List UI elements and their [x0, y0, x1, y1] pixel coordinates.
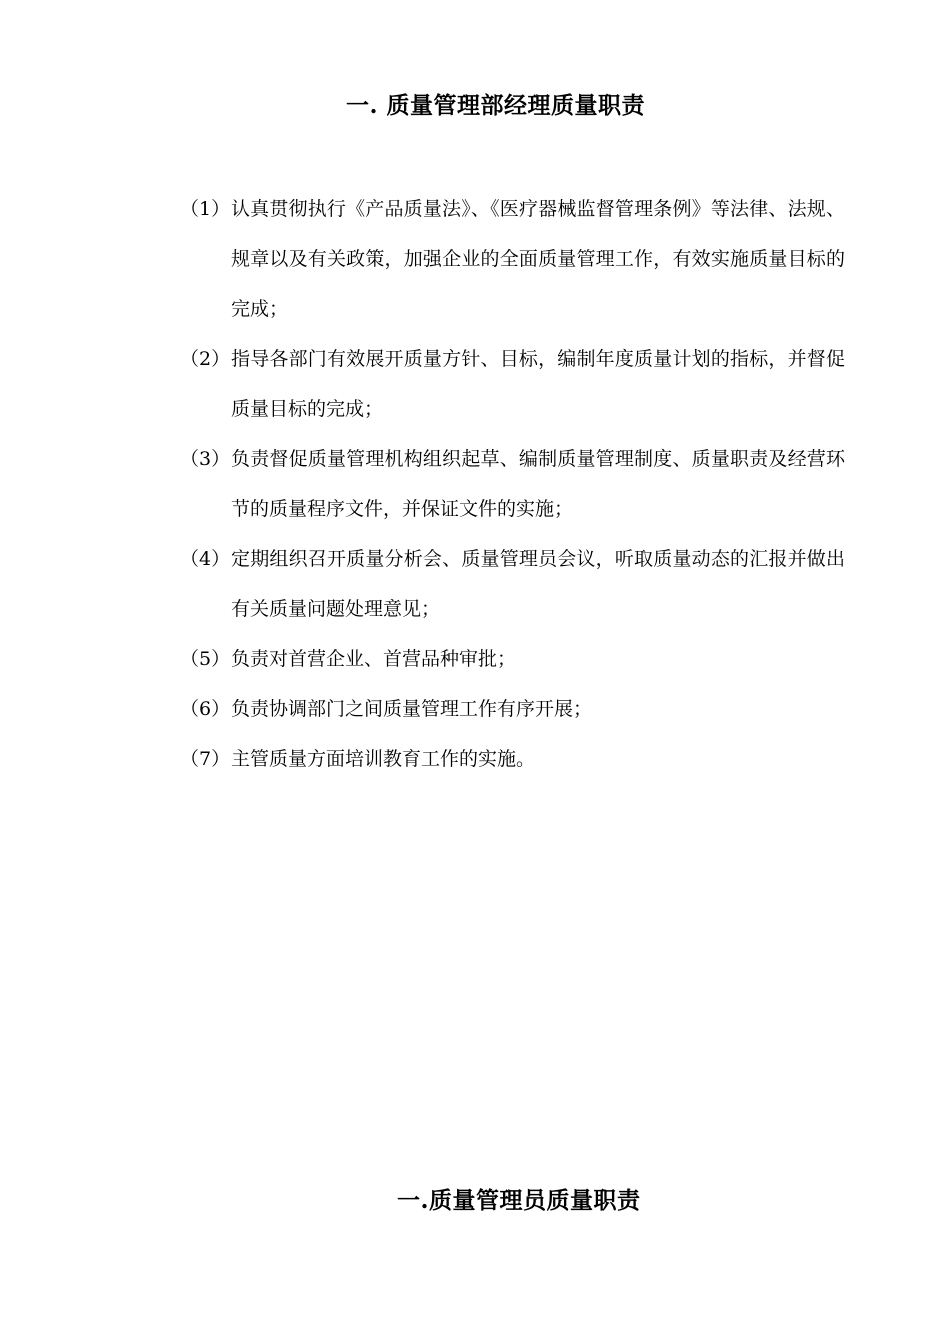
item-number: （2）: [180, 348, 231, 370]
duties-list: [180, 184, 845, 784]
list-item: [180, 534, 845, 634]
item-number: （4）: [180, 548, 231, 570]
item-text: 主管质量方面培训教育工作的实施。: [231, 748, 536, 770]
list-item: [180, 684, 845, 734]
item-number: （3）: [180, 448, 231, 470]
item-text: 定期组织召开质量分析会、质量管理员会议，听取质量动态的汇报并做出有关质量问题处理意见；: [231, 548, 845, 620]
item-number: （7）: [180, 748, 231, 770]
item-text: 负责协调部门之间质量管理工作有序开展；: [231, 698, 593, 720]
list-item: [180, 734, 845, 784]
section-heading-officer: 一.质量管理员质量职责: [397, 1187, 641, 1214]
section-heading-manager: 一. 质量管理部经理质量职责: [346, 92, 646, 119]
item-text: 负责督促质量管理机构组织起草、编制质量管理制度、质量职责及经营环节的质量程序文件，并保证文件的实施；: [231, 448, 845, 520]
item-number: （1）: [180, 198, 231, 220]
item-text: 负责对首营企业、首营品种审批；: [231, 648, 517, 670]
list-item: [180, 334, 845, 434]
list-item: [180, 184, 845, 334]
item-text: 指导各部门有效展开质量方针、目标，编制年度质量计划的指标，并督促质量目标的完成；: [231, 348, 845, 420]
list-item: [180, 434, 845, 534]
item-number: （5）: [180, 648, 231, 670]
item-number: （6）: [180, 698, 231, 720]
list-item: [180, 634, 845, 684]
item-text: 认真贯彻执行《产品质量法》、《医疗器械监督管理条例》等法律、法规、规章以及有关政策，加强企业的全面质量管理工作，有效实施质量目标的完成；: [231, 198, 845, 320]
